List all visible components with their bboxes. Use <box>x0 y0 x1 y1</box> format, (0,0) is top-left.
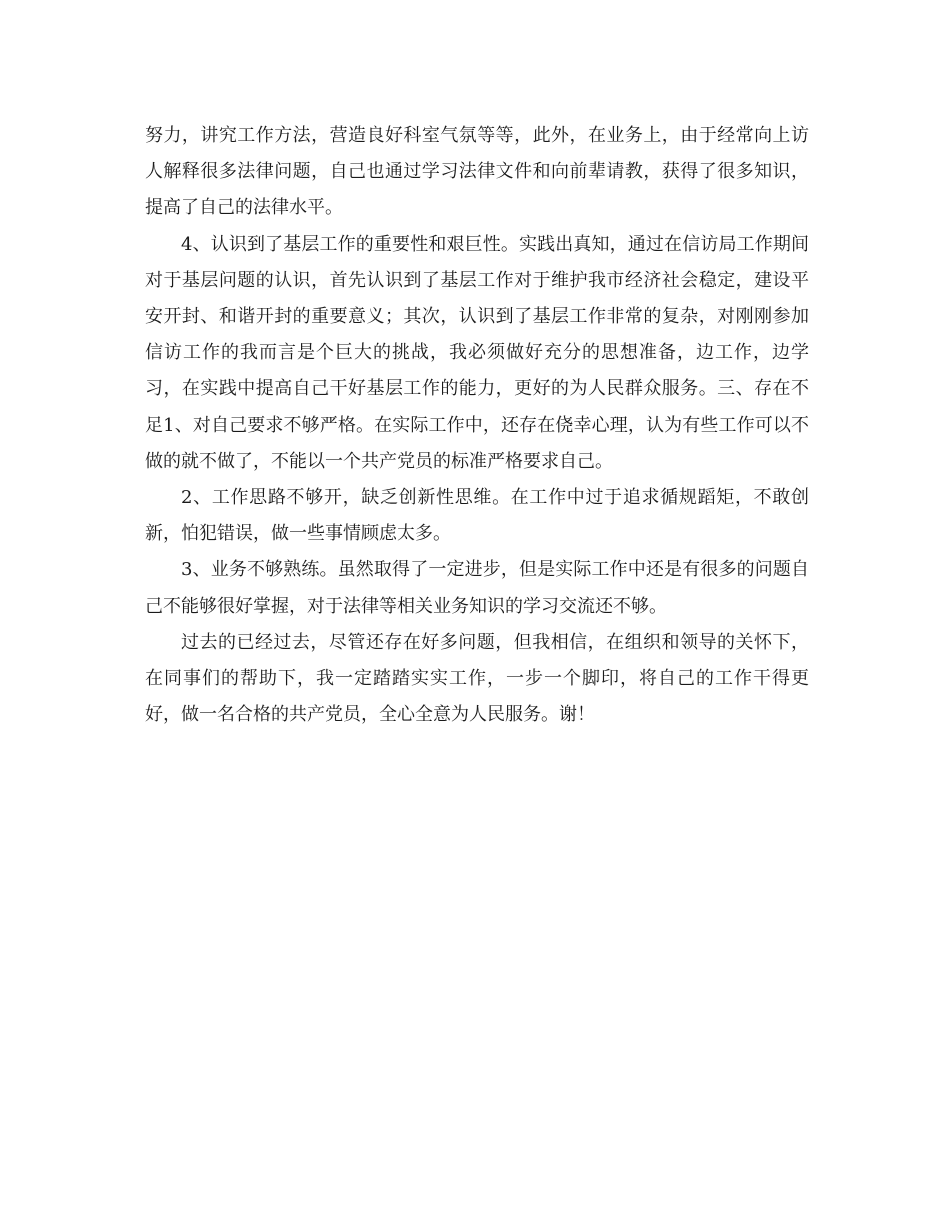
paragraph-closing: 过去的已经过去，尽管还存在好多问题，但我相信，在组织和领导的关怀下，在同事们的帮助下，我一定踏踏实实工作，一步一个脚印，将自己的工作干得更好，做一名合格的共产党员，全心全意为人民服务。谢！ <box>145 631 809 726</box>
paragraph-item-2: 2、工作思路不够开，缺乏创新性思维。在工作中过于追求循规蹈矩，不敢创新，怕犯错误，做一些事情顾虑太多。 <box>145 487 809 545</box>
document-body <box>145 118 809 733</box>
paragraph-continuation: 努力，讲究工作方法，营造良好科室气氛等等，此外，在业务上，由于经常向上访人解释很多法律问题，自己也通过学习法律文件和向前辈请教，获得了很多知识，提高了自己的法律水平。 <box>145 125 809 219</box>
paragraph-item-4: 4、认识到了基层工作的重要性和艰巨性。实践出真知，通过在信访局工作期间对于基层问题的认识，首先认识到了基层工作对于维护我市经济社会稳定，建设平安开封、和谐开封的重要意义；其次，认识到了基层工作非常的复杂，对刚刚参加信访工作的我而言是个巨大的挑战，我必须做好充分的思想准备，边工作，边学习，在实践中提高自己干好基层工作的能力，更好的为人民群众服务。三、存在不足1、对自己要求不够严格。在实际工作中，还存在侥幸心理，认为有些工作可以不做的就不做了，不能以一个共产党员的标准严格要求自己。 <box>145 233 809 472</box>
paragraph-item-3: 3、业务不够熟练。虽然取得了一定进步，但是实际工作中还是有很多的问题自己不能够很好掌握，对于法律等相关业务知识的学习交流还不够。 <box>145 559 809 617</box>
